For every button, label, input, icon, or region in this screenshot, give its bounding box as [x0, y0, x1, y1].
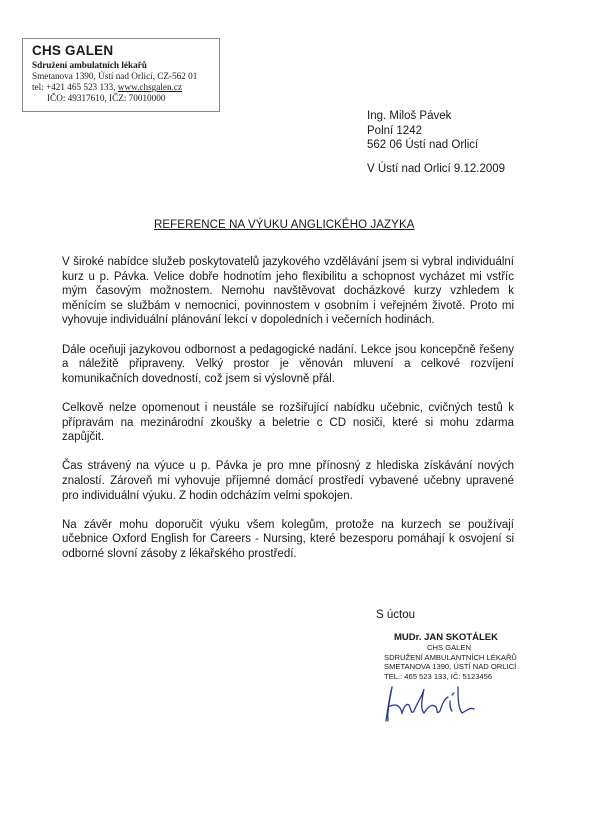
recipient-name: Ing. Miloš Pávek	[367, 110, 452, 122]
recipient-city: 562 06 Ústí nad Orlicí	[367, 139, 479, 151]
paragraph: Čas strávený na výuce u p. Pávka je pro mne přínosný z hlediska získávání nových znalostí. Zároveň mi vyhovuje příjemné domácí prostředí vybavené učebny upravené pro individuální výuku. Z hodin odcházím velmi spokojen.	[62, 460, 514, 502]
paragraph: V široké nabídce služeb poskytovatelů jazykového vzdělávání jsem si vybral individuální kurz u p. Pávka. Velice dobře hodnotím jeho flexibilitu a schopnost vycházet mi vstříc mým časovým možnostem. Nemohu navštěvovat docházkové kurzy vzhledem k měnícím se službám v nemocnici, povinnostem v osobním i veřejném životě. Proto mi vyhovuje individuální plánování lekcí v dopoledních i večerních hodinách.	[62, 256, 514, 327]
stamp-phone: tel: +421 465 523 133,	[32, 82, 118, 92]
letter-body	[62, 255, 514, 576]
document-title: REFERENCE NA VÝUKU ANGLICKÉHO JAZYKA	[154, 219, 415, 231]
signer-org-line2: SMETANOVA 1390, ÚSTÍ NAD ORLICÍ	[384, 662, 517, 672]
recipient-address	[367, 109, 478, 153]
stamp-address: Smetanova 1390, Ústí nad Orlicí, CZ-562 01	[32, 71, 198, 81]
recipient-street: Polní 1242	[367, 124, 422, 137]
closing-salutation: S úctou	[376, 609, 415, 621]
company-header-stamp	[22, 38, 220, 112]
paragraph: Celkově nelze opomenout i neustále se rozšiřující nabídku učebnic, cvičných testů k přípravám na mezinárodní zkoušky a beletrie c CD nosiči, které si mohu zdarma zapůjčit.	[62, 401, 514, 444]
paragraph: Na závěr mohu doporučit výuku všem kolegům, protože na kurzech se používají učebnice Oxford English for Careers - Nursing, které bezesporu pomáhají k osvojení si odborné slovní zásoby z lékařského prostředí.	[62, 518, 514, 560]
signer-org-line1: SDRUŽENÍ AMBULANTNÍCH LÉKAŘŮ	[384, 652, 517, 662]
signer-org-line3: TEL.: 465 523 133, IČ: 5123456	[384, 671, 493, 681]
paragraph: Dále oceňuji jazykovou odbornost a pedagogické nadání. Lekce jsou koncepčně řešeny a náležitě připraveny. Velký prostor je věnován mluvení a celkové rozvíjení komunikačních dovedností, což jsem si výslovně přál.	[62, 343, 514, 385]
signer-org: CHS GALEN	[427, 643, 471, 652]
signature-stamp	[384, 632, 517, 681]
stamp-company-name: CHS GALEN	[32, 43, 114, 58]
place-date: V Ústí nad Orlicí 9.12.2009	[367, 163, 506, 175]
stamp-website: www.chsgalen.cz	[117, 82, 183, 92]
stamp-subtitle: Sdružení ambulatních lékařů	[32, 60, 147, 70]
stamp-ids: IČO: 49317610, IČZ: 70010000	[47, 93, 166, 103]
handwritten-signature	[378, 677, 498, 727]
signer-name: MUDr. JAN SKOTÁLEK	[394, 632, 498, 643]
stamp-contact	[32, 82, 213, 93]
